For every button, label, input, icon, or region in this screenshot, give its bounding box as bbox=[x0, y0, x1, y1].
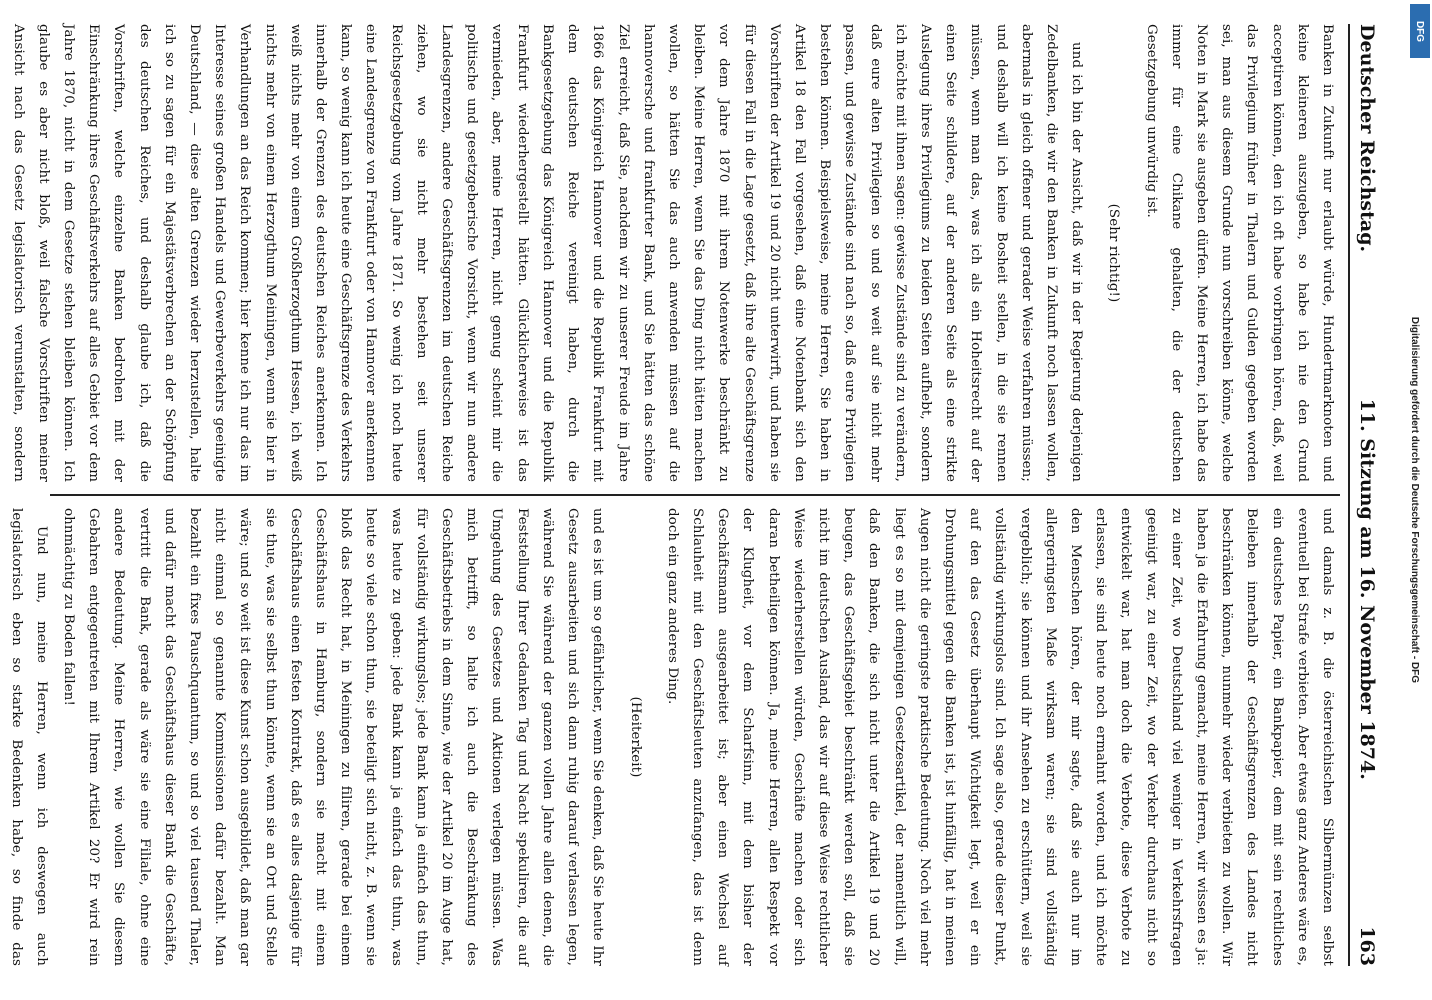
paragraph: und ich bin der Ansicht, daß wir in der Regierung derjenigen Zedelbanken, die wir den Banken in Zukunft noch lassen wollen, abermals in gleich offener und gerader Weise verfahren müssen; und deshalb will ich keine Bosheit stellen, in die sie rennen müssen, wenn man das, was ich als ein Hoheitsrecht auf der einen Seite schildere, auf der anderen Seite als eine strikte Auslegung ihres Privilegiums zu beiden Seiten aufhebt, sondern ich möchte mit ihnen sagen: gewisse Zustände sind zu verändern, daß eure alten Privilegien so und so weit auf sie nicht mehr passen, und gewisse Zustände sind nach so, daß eure Privilegien bestehen können. Beispielsweise, meine Herren, Sie haben in Artikel 18 den Fall vorgesehen, daß eine Notenbank sich den Vorschriften der Artikel 19 und 20 nicht unterwirft, und haben sie für diesen Fall in die Lage gesetzt, daß ihre alte Geschäftsgrenze vor dem Jahre 1870 mit ihrem Notenwerke beschränkt zu bleiben. Meine Herren, wenn Sie das Ding nicht hätten machen wollen, so hätten Sie das auch anwenden müssen auf die hannoversche und frankfurter Bank, und Sie hätten das schöne Ziel erreicht, daß Sie, nachdem wir zu unserer Freude im Jahre 1866 das Königreich Hannover und die Republik Frankfurt mit dem deutschen Reiche vereinigt haben, durch die Bankgesetzgebung das Königreich Hannover und die Republik Frankfurt wiederhergestellt hätten. Glücklicherweise ist das vermieden, aber, meine Herren, nicht genug scheint mir die politische und gesetzgeberische Vorsicht, wenn wir nun andere Landesgrenzen, andere Geschäftsgrenzen im deutschen Reiche ziehen, wo sie nicht mehr bestehen seit unserer Reichsgesetzgebung vom Jahre 1871. So wenig ich noch heute eine Landesgrenze von Frankfurt oder von Hannover anerkennen kann, so wenig kann ich heute eine Geschäftsgrenze des Verkehrs innerhalb der Grenzen des deutschen Reiches anerkennen. Ich weiß nichts mehr von einem Großherzogthum Hessen, ich weiß nichts mehr von einem Herzogthum Meiningen, wenn sie hier in Verhandlungen an das Reich kommen; hier kenne ich nur das im Interesse seines großen Handels und Gewerbeverkehrs geeinigte Deutschland, — diese alten Grenzen wieder herzustellen, halte ich so zu sagen für ein Majestätsverbrechen an der Schöpfung des deutschen Reiches, und deshalb glaube ich, daß die Vorschriften, welche einzelne Banken bedrohen mit der Einschränkung ihres Geschäftsverkehrs auf alles Gebiet vor dem Jahre 1870, nicht in dem Gesetze stehen bleiben können. Ich glaube es aber nicht bloß, weil falsche Vorschriften meiner Ansicht nach das Gesetz legislatorisch verunstalten, sondern bbox=[10, 24, 1085, 482]
page-content bbox=[8, 0, 1418, 990]
paragraph: Banken in Zukunft nur erlaubt würde, Hundertmarknoten und keine kleineren auszugeben, so habe ich nie den Grund acceptiren können, den ich oft habe vorbringen hören, daß, weil das Privilegium früher in Thalern und Gulden gegeben worden sei, man aus diesem Grunde nun vorschreiben könne, welche Noten in Mark sie ausgeben dürfen. Meine Herren, ich habe das immer für eine Chikane gehalten, die der deutschen Gesetzgebung unwürdig ist. bbox=[1143, 24, 1335, 482]
paragraph: Und nun, meine Herren, wenn ich deswegen auch legislatorisch eben so starke Bedenken habe, so finde das bbox=[8, 508, 49, 966]
right-column bbox=[8, 508, 1340, 966]
header-left: Deutscher Reichstag. bbox=[1356, 24, 1378, 253]
paragraph: und damals z. B. die österreichischen Silbermünzen selbst eventuell bei Strafe verbieten. Aber etwas ganz Anderes wäre es, ein deutsches Papier, ein Bankpapier, dem mit sein rechtliches Belieben innerhalb der Geschäftsgrenzen des Landes nicht beschränken können, nunmehr wieder verbieten zu wollen. Wir haben ja die Erfahrung gemacht, meine Herren, wir wissen es ja: zu einer Zeit, wo Deutschland viel weniger in Verkehrsfragen geeinigt war, zu einer Zeit, wo der Verkehr durchaus nicht so entwickelt war, hat man doch die Verbote, diese Verbote zu erlassen, sie sind heute noch ermahnt worden, und ich möchte den Menschen hören, der mir sagte, daß sie auch nur im allergeringsten Maße wirksam waren; sie sind vollständig vergeblich; sie können und ihr Ansehen zu erschüttern, weil sie vollständig wirkungslos sind. Ich sage also, gerade dieser Punkt, auf den das Gesetz überhaupt Wichtigkeit legt, weil er ein Drohungsmittel gegen die Banken ist, ist hinfällig, hat in meinen Augen nicht die geringste praktische Bedeutung. Noch viel mehr liegt es so mit demjenigen Gesetzesartikel, der namentlich will, daß den Banken, die sich nicht unter die Artikel 19 und 20 beugen, das Geschäftsgebiet beschränkt werden soll, daß sie nicht im deutschen Ausland, das wir auf diese Weise rechtlicher Weise wiederherstellen würden, Geschäfte machen oder sich daran betheiligen können. Ja, meine Herren, allen Respekt vor der Klugheit, vor dem Scharfsinn, mit dem bisher der Geschäftsmann ausgearbeitet ist; aber einen Wechsel auf Schlauheit mit den Geschäftsleuten anzufangen, das ist denn doch ein ganz anderes Ding. bbox=[664, 508, 1335, 966]
interjection: (Sehr richtig!) bbox=[1106, 203, 1122, 303]
header-center: 11. Sitzung am 16. November 1874. bbox=[1356, 398, 1378, 780]
page-number: 163 bbox=[1356, 926, 1378, 966]
left-column bbox=[10, 24, 1340, 482]
column-divider bbox=[50, 494, 1340, 496]
interjection: (Heiterkeit) bbox=[627, 696, 643, 778]
dfg-logo: DFG bbox=[1410, 4, 1430, 58]
paragraph: und es ist um so gefährlicher, wenn Sie denken, daß Sie heute Ihr Gesetz ausarbeiten und sich dann ruhig darauf verlassen legen, während Sie während der ganzen vollen Jahre allen denen, die Feststellung Ihrer Gedanken Tag und Nacht spekuliren, die auf Umgehung des Gesetzes und Aktionen verlegen müssen. Was mich betrifft, so halte ich auch die Beschränkung des Geschäftsbetriebs in dem Sinne, wie der Artikel 20 im Auge hat, für vollständig wirkungslos; jede Bank kann ja einfach das thun, was heute zu geben: jede Bank kann ja einfach das thun, was heute so viele schon thun, sie beteiligt sich nicht, z. B. wenn sie bloß das Recht hat, in Meiningen zu filiren, gerade bei einem Geschäftshaus in Hamburg, sondern sie macht mit einem Geschäftshaus einen festen Kontrakt, daß es alles dasjenige für sie thue, was sie selbst thun könnte, wenn sie an Ort und Stelle wäre; und so weit ist diese Kunst schon ausgebildet, daß man gar nicht einmal so genannte Kommissionen dafür bezahlt. Man bezahlt ein fixes Pauschquantum, so und so viel tausend Thaler, und dafür macht das Geschäftshaus dieser Bank die Geschäfte, vertritt die Bank, gerade als wäre sie eine Filiale, ohne eine andere Bedeutung. Meine Herren, wie wollen Sie diesem Gebahren entgegentreten mit Ihrem Artikel 20? Er wird rein ohnmächtig zu Boden fallen! bbox=[61, 508, 606, 966]
page-header bbox=[1348, 24, 1384, 966]
rotated-page bbox=[8, 0, 1432, 990]
attribution-text: Digitalisierung gefördert durch die Deutsche Forschungsgemeinschaft - DFG bbox=[1409, 316, 1421, 684]
footer-attribution bbox=[1402, 0, 1428, 1000]
